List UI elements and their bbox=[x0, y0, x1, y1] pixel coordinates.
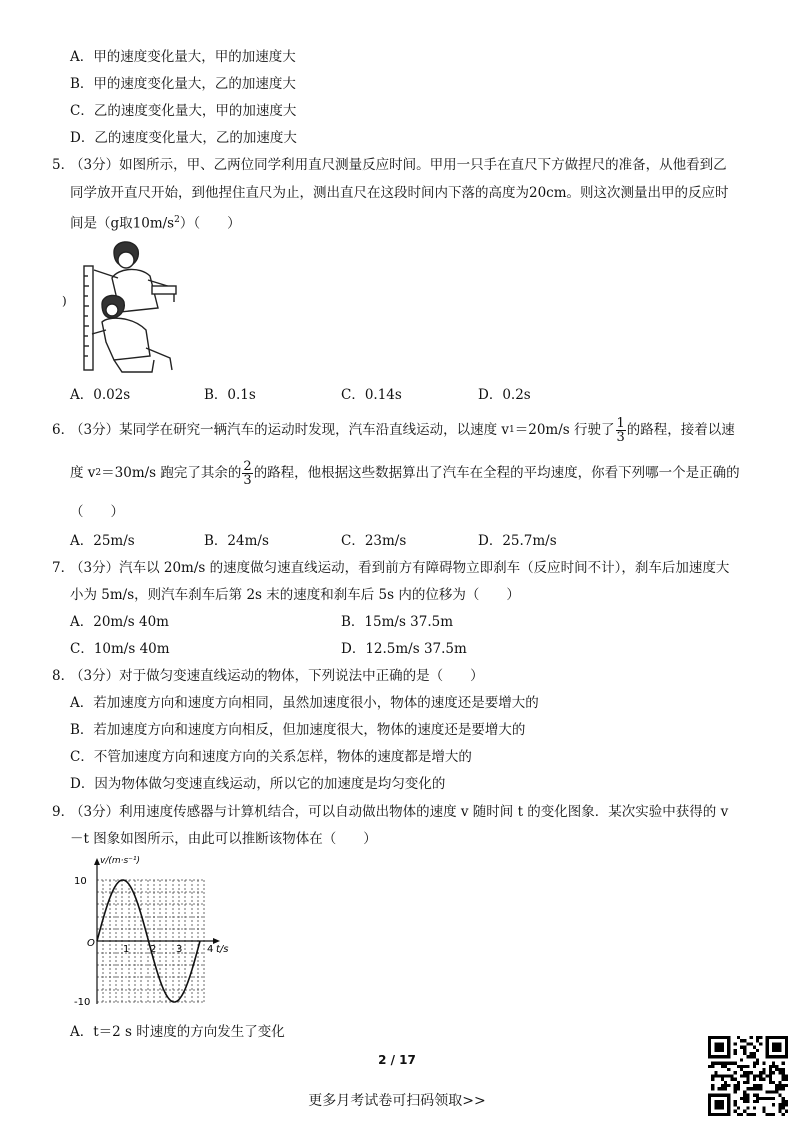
q8-option-c: C．不管加速度方向和速度方向的关系怎样，物体的速度都是增大的 bbox=[70, 749, 472, 765]
q4-option-a: A．甲的速度变化量大，甲的加速度大 bbox=[70, 49, 296, 65]
q4-option-b: B．甲的速度变化量大，乙的加速度大 bbox=[70, 76, 296, 92]
x-axis-label: t/s bbox=[216, 944, 229, 955]
q8-line1: （3分）对于做匀变速直线运动的物体，下列说法中正确的是（ ） bbox=[70, 668, 484, 684]
x-tick-1: 1 bbox=[123, 944, 130, 955]
q5-option-c: C．0.14s bbox=[341, 387, 402, 403]
q4-option-d: D．乙的速度变化量大，乙的加速度大 bbox=[70, 130, 297, 146]
q6-option-c: C．23m/s bbox=[341, 533, 407, 549]
q8-option-a: A．若加速度方向和速度方向相同，虽然加速度很小，物体的速度还是要增大的 bbox=[70, 695, 539, 711]
q9-line2: －t 图象如图所示，由此可以推断该物体在（ ） bbox=[70, 831, 377, 847]
figure-mark: ) bbox=[62, 294, 67, 308]
y-tick-10: 10 bbox=[74, 876, 87, 887]
page-number: 2 / 17 bbox=[378, 1053, 416, 1067]
fraction-two-thirds: $\frac{2}{3}$ bbox=[243, 458, 252, 488]
origin-label: O bbox=[87, 938, 95, 949]
q8-option-b: B．若加速度方向和速度方向相反，但加速度很大，物体的速度还是要增大的 bbox=[70, 722, 526, 738]
q5-line1: （3分）如图所示，甲、乙两位同学利用直尺测量反应时间。甲用一只手在直尺下方做捏尺的准备，从他看到乙 bbox=[70, 157, 727, 173]
x-tick-3: 3 bbox=[176, 944, 183, 955]
q5-option-b: B．0.1s bbox=[204, 387, 256, 403]
q6-line2: 度 v 2 ＝30m/s 跑完了其余的 $\frac{2}{3}$ 的路程，他根据这些数据算出了汽车在全程的平均速度，你看下列哪一个是正确的 bbox=[70, 458, 740, 488]
q6-number: 6． bbox=[52, 422, 75, 438]
q5-number: 5． bbox=[52, 157, 75, 173]
footer-text: 更多月考试卷可扫码领取>> bbox=[308, 1093, 486, 1109]
q7-line2: 小为 5m/s，则汽车刹车后第 2s 末的速度和刹车后 5s 内的位移为（ ） bbox=[70, 587, 520, 603]
q6-option-b: B．24m/s bbox=[204, 533, 269, 549]
vt-graph bbox=[66, 852, 246, 1012]
q7-line1: （3分）汽车以 20m/s 的速度做匀速直线运动，看到前方有障碍物立即刹车（反应时间不计），刹车后加速度大 bbox=[70, 560, 730, 576]
q7-option-c: C．10m/s 40m bbox=[70, 641, 170, 657]
reaction-time-illustration bbox=[62, 238, 182, 378]
q9-number: 9． bbox=[52, 804, 75, 820]
q5-line2: 同学放开直尺开始，到他捏住直尺为止，测出直尺在这段时间内下落的高度为20cm。则这次测量出甲的反应时 bbox=[70, 185, 729, 201]
q5-line3: 间是（g取$10m/s^2$）（ ） bbox=[70, 215, 241, 232]
q8-option-d: D．因为物体做匀变速直线运动，所以它的加速度是均匀变化的 bbox=[70, 776, 446, 792]
y-axis-label: v/(m·s⁻¹) bbox=[100, 856, 141, 866]
q5-option-d: D．0.2s bbox=[478, 387, 531, 403]
q7-option-a: A．20m/s 40m bbox=[70, 614, 169, 630]
x-tick-2: 2 bbox=[150, 944, 157, 955]
q6-option-a: A．25m/s bbox=[70, 533, 135, 549]
q4-option-c: C．乙的速度变化量大，甲的加速度大 bbox=[70, 103, 297, 119]
q7-number: 7． bbox=[52, 560, 75, 576]
q7-option-d: D．12.5m/s 37.5m bbox=[341, 641, 467, 657]
q5-option-a: A．0.02s bbox=[70, 387, 131, 403]
qr-code-icon[interactable] bbox=[708, 1036, 788, 1116]
fraction-one-third: $\frac{1}{3}$ bbox=[616, 415, 625, 445]
q7-option-b: B．15m/s 37.5m bbox=[341, 614, 454, 630]
x-tick-4: 4 bbox=[207, 944, 214, 955]
q6-blank: （ ） bbox=[70, 504, 124, 520]
q8-number: 8． bbox=[52, 668, 75, 684]
y-tick-neg10: -10 bbox=[74, 997, 91, 1008]
q6-option-d: D．25.7m/s bbox=[478, 533, 557, 549]
q6-line1: （3分）某同学在研究一辆汽车的运动时发现，汽车沿直线运动，以速度 v 1 ＝20m/s 行驶了 $\frac{1}{3}$ 的路程，接着以速 bbox=[70, 415, 735, 445]
q9-option-a: A．t＝2 s 时速度的方向发生了变化 bbox=[70, 1024, 285, 1040]
q9-line1: （3分）利用速度传感器与计算机结合，可以自动做出物体的速度 v 随时间 t 的变化图象．某次实验中获得的 v bbox=[70, 804, 729, 820]
